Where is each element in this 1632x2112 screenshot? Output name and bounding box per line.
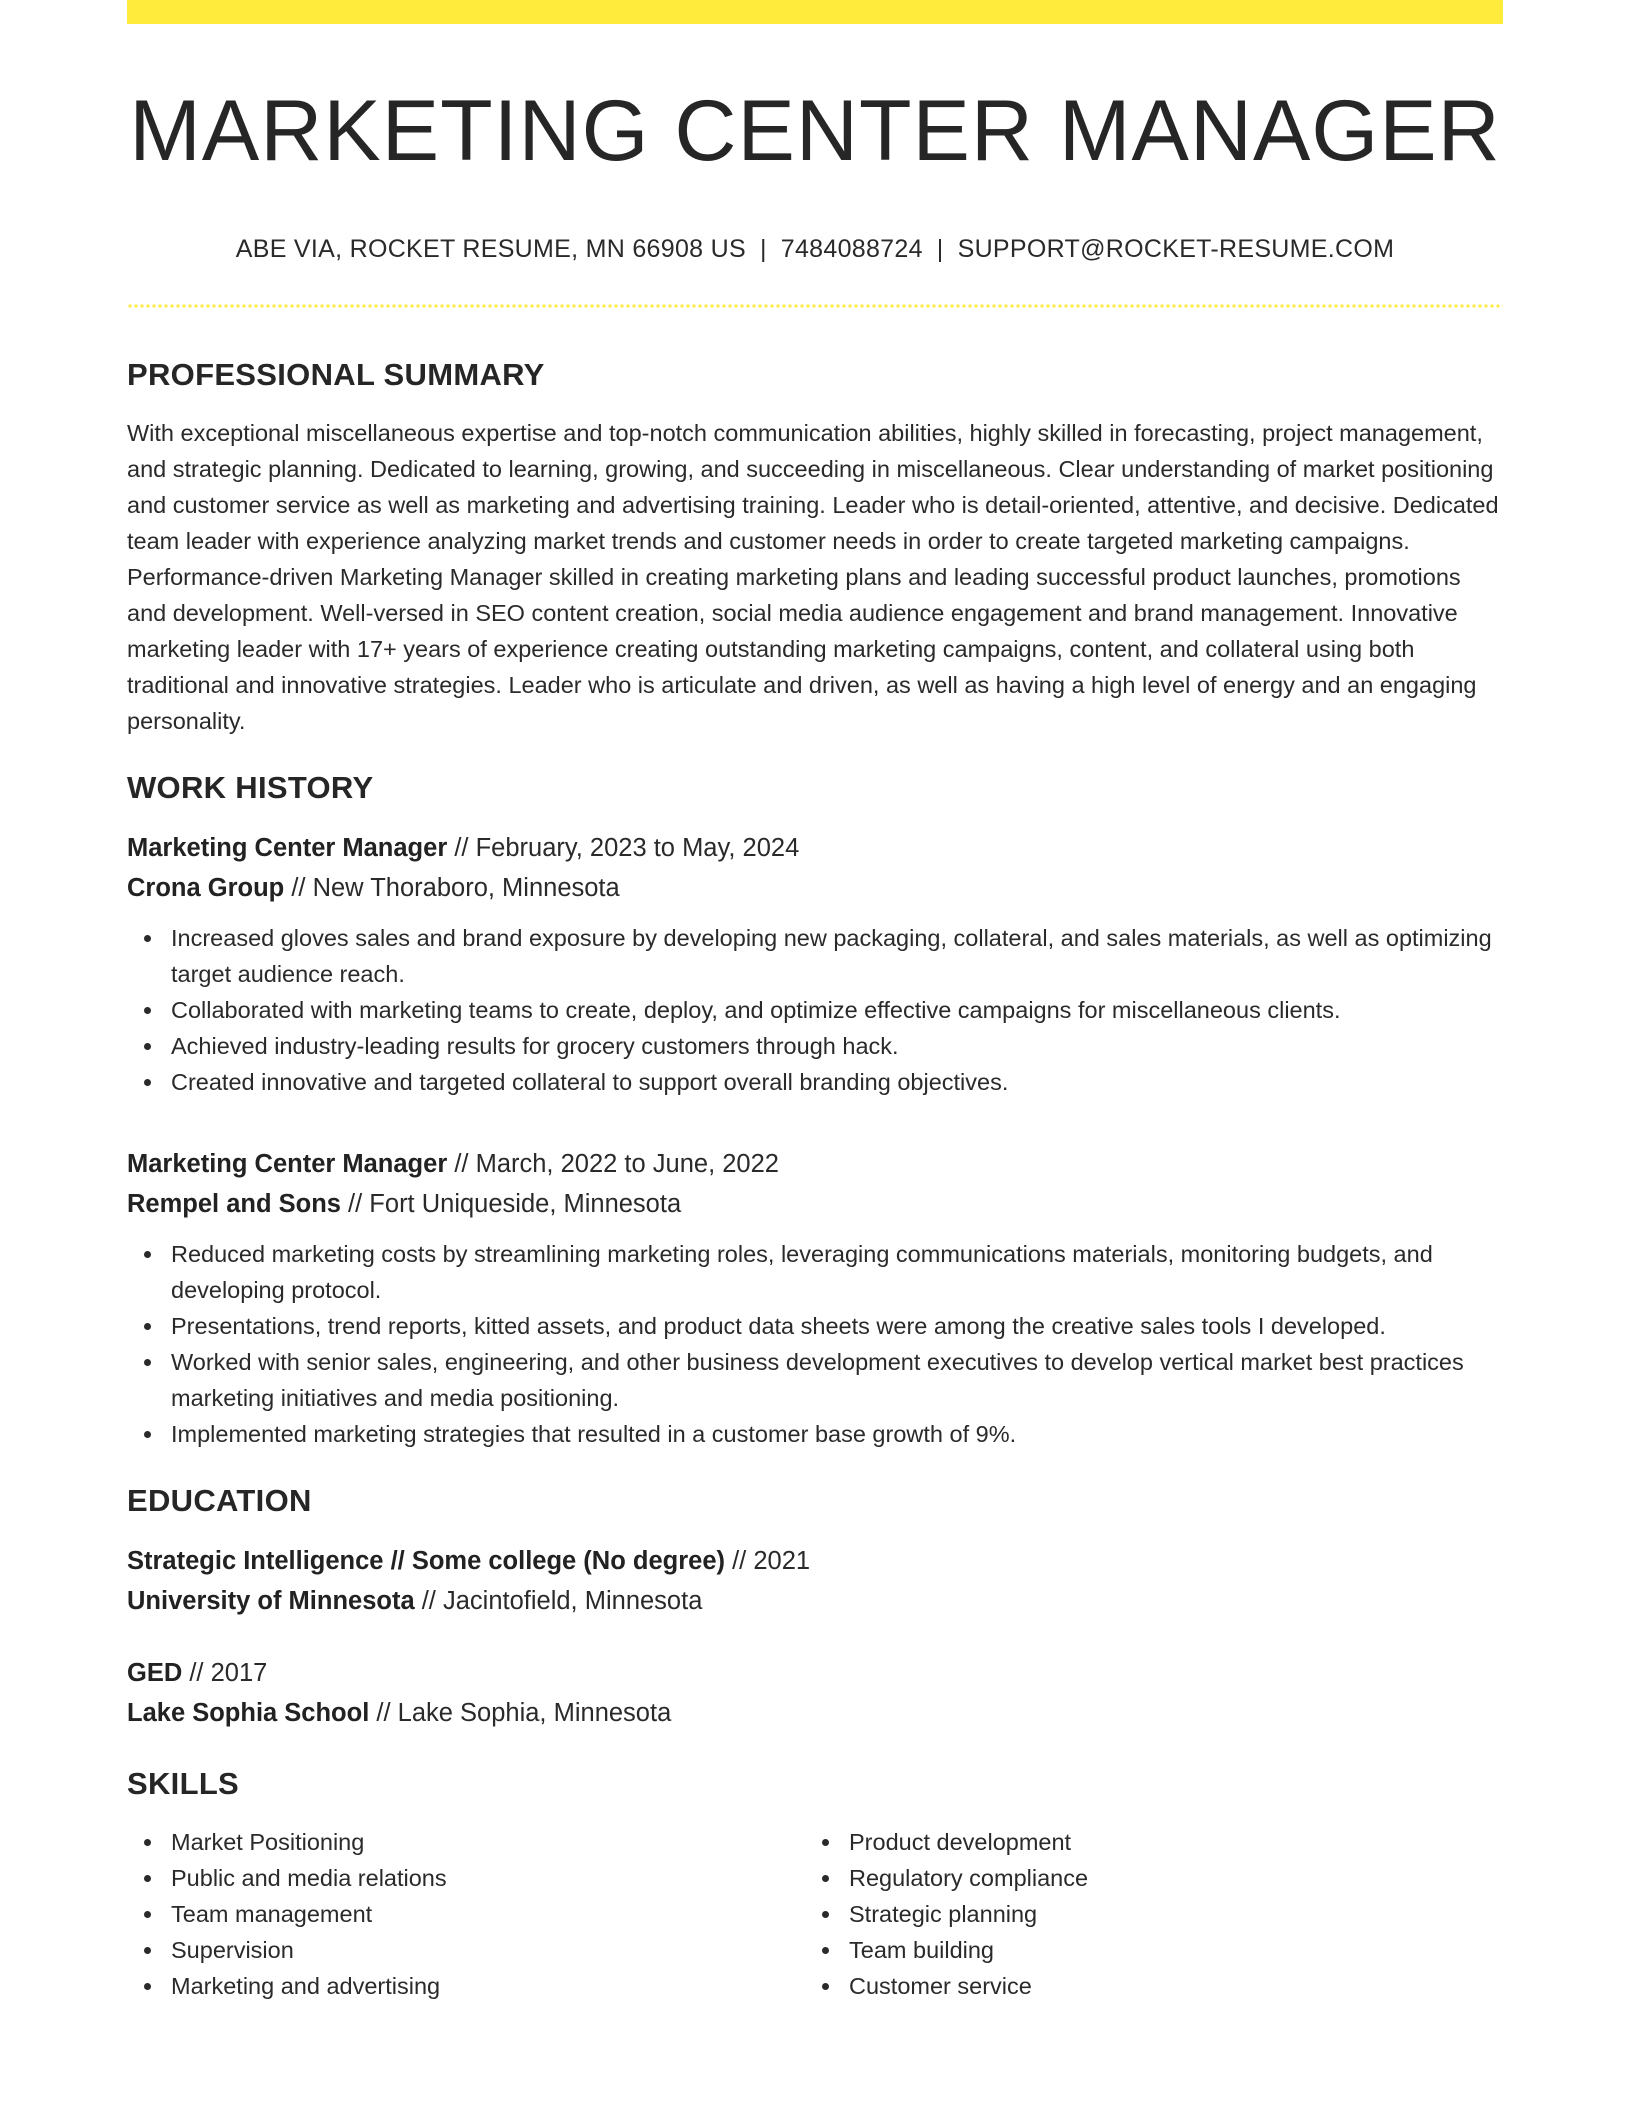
job-bullet: Implemented marketing strategies that resulted in a customer base growth of 9%.	[127, 1416, 1503, 1452]
education-year: // 2021	[725, 1547, 811, 1576]
skills-column-right	[805, 1824, 1483, 2004]
job-bullet: Worked with senior sales, engineering, and other business development executives to develop vertical market best practices marketing initiatives and media positioning.	[127, 1344, 1503, 1416]
job-bullet: Collaborated with marketing teams to create, deploy, and optimize effective campaigns for miscellaneous clients.	[127, 992, 1503, 1028]
job-company-line	[127, 868, 1503, 908]
skill-item: Supervision	[127, 1932, 805, 1968]
job-dates: // February, 2023 to May, 2024	[447, 833, 800, 862]
contact-phone: 7484088724	[780, 234, 923, 263]
contact-address: ABE VIA, ROCKET RESUME, MN 66908 US	[235, 234, 746, 263]
education-year: // 2017	[182, 1659, 268, 1688]
job-company-line	[127, 1184, 1503, 1224]
skill-item: Regulatory compliance	[805, 1860, 1483, 1896]
job-company: Rempel and Sons	[127, 1189, 341, 1218]
contact-separator: |	[936, 234, 944, 263]
education-degree-line	[127, 1541, 1503, 1581]
job-role: Marketing Center Manager	[127, 1149, 448, 1178]
education-location: // Jacintofield, Minnesota	[414, 1587, 703, 1616]
top-accent-bar	[127, 0, 1503, 24]
contact-line	[127, 235, 1503, 264]
work-history-title: WORK HISTORY	[127, 769, 374, 805]
skill-item: Strategic planning	[805, 1896, 1483, 1932]
dotted-divider	[127, 304, 1503, 308]
job-location: // Fort Uniqueside, Minnesota	[340, 1189, 682, 1218]
job-role: Marketing Center Manager	[127, 833, 448, 862]
skill-item: Customer service	[805, 1968, 1483, 2004]
education-degree: GED	[127, 1659, 183, 1688]
skill-item: Market Positioning	[127, 1824, 805, 1860]
job-entry	[127, 828, 1503, 1100]
summary-title: PROFESSIONAL SUMMARY	[127, 356, 545, 392]
job-bullet: Reduced marketing costs by streamlining marketing roles, leveraging communications materials, monitoring budgets, and developing protocol.	[127, 1236, 1503, 1308]
education-degree: Strategic Intelligence // Some college (No degree)	[127, 1547, 725, 1576]
job-bullets	[127, 1236, 1503, 1452]
summary-text: With exceptional miscellaneous expertise and top-notch communication abilities, highly skilled in forecasting, project management, and strategic planning. Dedicated to learning, growing, and succeeding in miscellaneous. Clear understanding of market positioning and customer service as well as marketing and advertising training. Leader who is detail-oriented, attentive, and decisive. Dedicated team leader with experience analyzing market trends and customer needs in order to create targeted marketing campaigns. Performance-driven Marketing Manager skilled in creating marketing plans and leading successful product launches, promotions and development. Well-versed in SEO content creation, social media audience engagement and brand management. Innovative marketing leader with 17+ years of experience creating outstanding marketing campaigns, content, and collateral using both traditional and innovative strategies. Leader who is articulate and driven, as well as having a high level of energy and an engaging personality.	[127, 419, 1499, 734]
education-school-line	[127, 1693, 1503, 1733]
skill-item: Product development	[805, 1824, 1483, 1860]
education-entry	[127, 1541, 1503, 1621]
contact-email[interactable]: SUPPORT@ROCKET-RESUME.COM	[957, 234, 1395, 263]
education-location: // Lake Sophia, Minnesota	[369, 1699, 672, 1728]
skill-item: Team management	[127, 1896, 805, 1932]
education-title: EDUCATION	[127, 1482, 312, 1518]
skills-column-left	[127, 1824, 805, 2004]
education-school: Lake Sophia School	[127, 1699, 370, 1728]
job-entry	[127, 1144, 1503, 1452]
job-location: // New Thoraboro, Minnesota	[284, 873, 620, 902]
resume-name: MARKETING CENTER MANAGER	[129, 83, 1501, 179]
job-bullets	[127, 920, 1503, 1100]
job-role-line	[127, 1144, 1503, 1184]
job-bullet: Created innovative and targeted collateral to support overall branding objectives.	[127, 1064, 1503, 1100]
education-degree-line	[127, 1653, 1503, 1693]
skills-grid	[127, 1824, 1503, 2004]
education-school: University of Minnesota	[127, 1587, 415, 1616]
resume-page	[127, 0, 1503, 2004]
skills-title: SKILLS	[127, 1766, 240, 1802]
job-company: Crona Group	[127, 873, 285, 902]
skill-item: Team building	[805, 1932, 1483, 1968]
job-dates: // March, 2022 to June, 2022	[447, 1149, 779, 1178]
skill-item: Public and media relations	[127, 1860, 805, 1896]
job-role-line	[127, 828, 1503, 868]
education-school-line	[127, 1581, 1503, 1621]
job-bullet: Presentations, trend reports, kitted assets, and product data sheets were among the creative sales tools I developed.	[127, 1308, 1503, 1344]
job-bullet: Achieved industry-leading results for grocery customers through hack.	[127, 1028, 1503, 1064]
job-bullet: Increased gloves sales and brand exposure by developing new packaging, collateral, and sales materials, as well as optimizing target audience reach.	[127, 920, 1503, 992]
contact-separator: |	[759, 234, 767, 263]
skill-item: Marketing and advertising	[127, 1968, 805, 2004]
education-entry	[127, 1653, 1503, 1733]
